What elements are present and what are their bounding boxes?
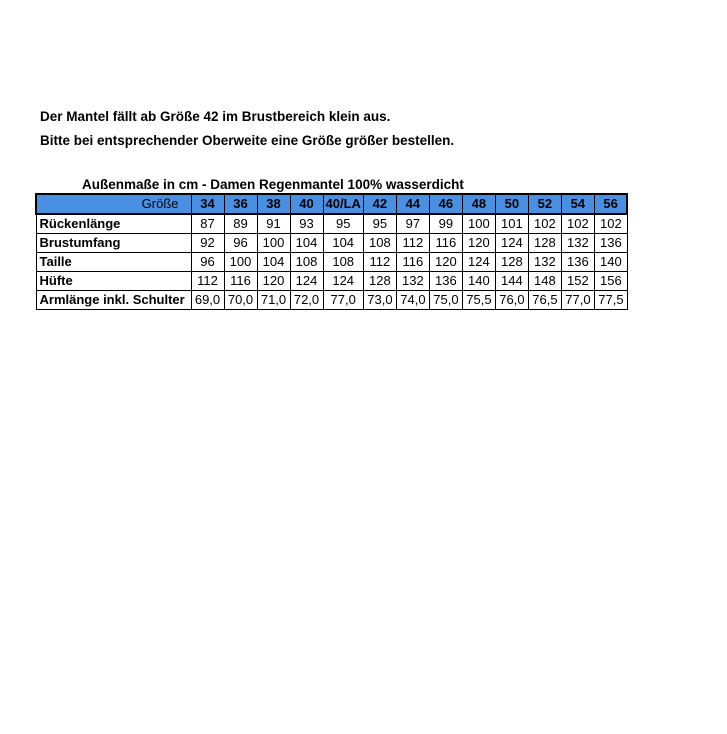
measurement-value: 132 xyxy=(528,253,561,272)
measurement-value: 136 xyxy=(429,272,462,291)
measurement-value: 93 xyxy=(290,214,323,234)
measurement-row xyxy=(36,234,627,253)
measurement-value: 102 xyxy=(528,214,561,234)
measurement-value: 77,5 xyxy=(594,291,627,310)
measurement-value: 124 xyxy=(290,272,323,291)
measurement-value: 124 xyxy=(323,272,363,291)
measurement-value: 69,0 xyxy=(191,291,224,310)
size-header-cell: 40 xyxy=(290,194,323,214)
measurement-value: 100 xyxy=(224,253,257,272)
measurement-value: 128 xyxy=(528,234,561,253)
measurement-value: 95 xyxy=(363,214,396,234)
measurement-value: 102 xyxy=(561,214,594,234)
size-header-row xyxy=(36,194,627,214)
size-chart-table xyxy=(35,193,628,310)
measurement-value: 132 xyxy=(561,234,594,253)
measurement-value: 136 xyxy=(561,253,594,272)
measurement-value: 148 xyxy=(528,272,561,291)
size-note-line-2: Bitte bei entsprechender Oberweite eine Größe größer bestellen. xyxy=(40,133,455,148)
measurement-value: 140 xyxy=(462,272,495,291)
size-header-cell: 42 xyxy=(363,194,396,214)
measurement-value: 140 xyxy=(594,253,627,272)
measurement-value: 112 xyxy=(396,234,429,253)
size-header-cell: 36 xyxy=(224,194,257,214)
measurement-value: 124 xyxy=(462,253,495,272)
measurement-value: 101 xyxy=(495,214,528,234)
measurement-value: 89 xyxy=(224,214,257,234)
size-header-cell: 56 xyxy=(594,194,627,214)
measurement-value: 104 xyxy=(290,234,323,253)
size-header-cell: 46 xyxy=(429,194,462,214)
measurement-label: Hüfte xyxy=(36,272,191,291)
measurement-value: 96 xyxy=(224,234,257,253)
size-header-cell: 48 xyxy=(462,194,495,214)
measurement-value: 120 xyxy=(429,253,462,272)
size-header-cell: 54 xyxy=(561,194,594,214)
size-header-cell: 52 xyxy=(528,194,561,214)
measurement-value: 74,0 xyxy=(396,291,429,310)
measurement-value: 75,0 xyxy=(429,291,462,310)
measurement-label: Taille xyxy=(36,253,191,272)
table-title: Außenmaße in cm - Damen Regenmantel 100% wasserdicht xyxy=(82,177,464,192)
measurement-value: 144 xyxy=(495,272,528,291)
measurement-value: 76,0 xyxy=(495,291,528,310)
measurement-row xyxy=(36,291,627,310)
size-header-cell: 34 xyxy=(191,194,224,214)
measurement-value: 91 xyxy=(257,214,290,234)
measurement-label: Armlänge inkl. Schulter xyxy=(36,291,191,310)
measurement-rows xyxy=(36,214,627,310)
measurement-label: Brustumfang xyxy=(36,234,191,253)
measurement-value: 108 xyxy=(323,253,363,272)
measurement-value: 100 xyxy=(462,214,495,234)
measurement-value: 72,0 xyxy=(290,291,323,310)
measurement-label: Rückenlänge xyxy=(36,214,191,234)
measurement-value: 77,0 xyxy=(561,291,594,310)
measurement-value: 71,0 xyxy=(257,291,290,310)
measurement-row xyxy=(36,253,627,272)
size-header-cell: 44 xyxy=(396,194,429,214)
measurement-value: 104 xyxy=(257,253,290,272)
measurement-value: 108 xyxy=(290,253,323,272)
measurement-value: 104 xyxy=(323,234,363,253)
measurement-value: 75,5 xyxy=(462,291,495,310)
measurement-value: 102 xyxy=(594,214,627,234)
measurement-row xyxy=(36,272,627,291)
measurement-value: 132 xyxy=(396,272,429,291)
size-header-cell: 38 xyxy=(257,194,290,214)
size-header-label: Größe xyxy=(36,194,191,214)
size-header-cell: 50 xyxy=(495,194,528,214)
measurement-value: 92 xyxy=(191,234,224,253)
measurement-value: 76,5 xyxy=(528,291,561,310)
measurement-value: 120 xyxy=(462,234,495,253)
measurement-value: 152 xyxy=(561,272,594,291)
measurement-value: 100 xyxy=(257,234,290,253)
measurement-value: 95 xyxy=(323,214,363,234)
measurement-value: 128 xyxy=(495,253,528,272)
measurement-value: 112 xyxy=(191,272,224,291)
measurement-row xyxy=(36,214,627,234)
measurement-value: 128 xyxy=(363,272,396,291)
measurement-value: 116 xyxy=(224,272,257,291)
measurement-value: 120 xyxy=(257,272,290,291)
measurement-value: 156 xyxy=(594,272,627,291)
measurement-value: 77,0 xyxy=(323,291,363,310)
measurement-value: 87 xyxy=(191,214,224,234)
measurement-value: 97 xyxy=(396,214,429,234)
measurement-value: 108 xyxy=(363,234,396,253)
measurement-value: 124 xyxy=(495,234,528,253)
measurement-value: 116 xyxy=(429,234,462,253)
measurement-value: 70,0 xyxy=(224,291,257,310)
measurement-value: 116 xyxy=(396,253,429,272)
size-note-line-1: Der Mantel fällt ab Größe 42 im Brustbereich klein aus. xyxy=(40,109,391,124)
measurement-value: 73,0 xyxy=(363,291,396,310)
measurement-value: 99 xyxy=(429,214,462,234)
size-header-cell: 40/LA xyxy=(323,194,363,214)
measurement-value: 112 xyxy=(363,253,396,272)
measurement-value: 136 xyxy=(594,234,627,253)
measurement-value: 96 xyxy=(191,253,224,272)
